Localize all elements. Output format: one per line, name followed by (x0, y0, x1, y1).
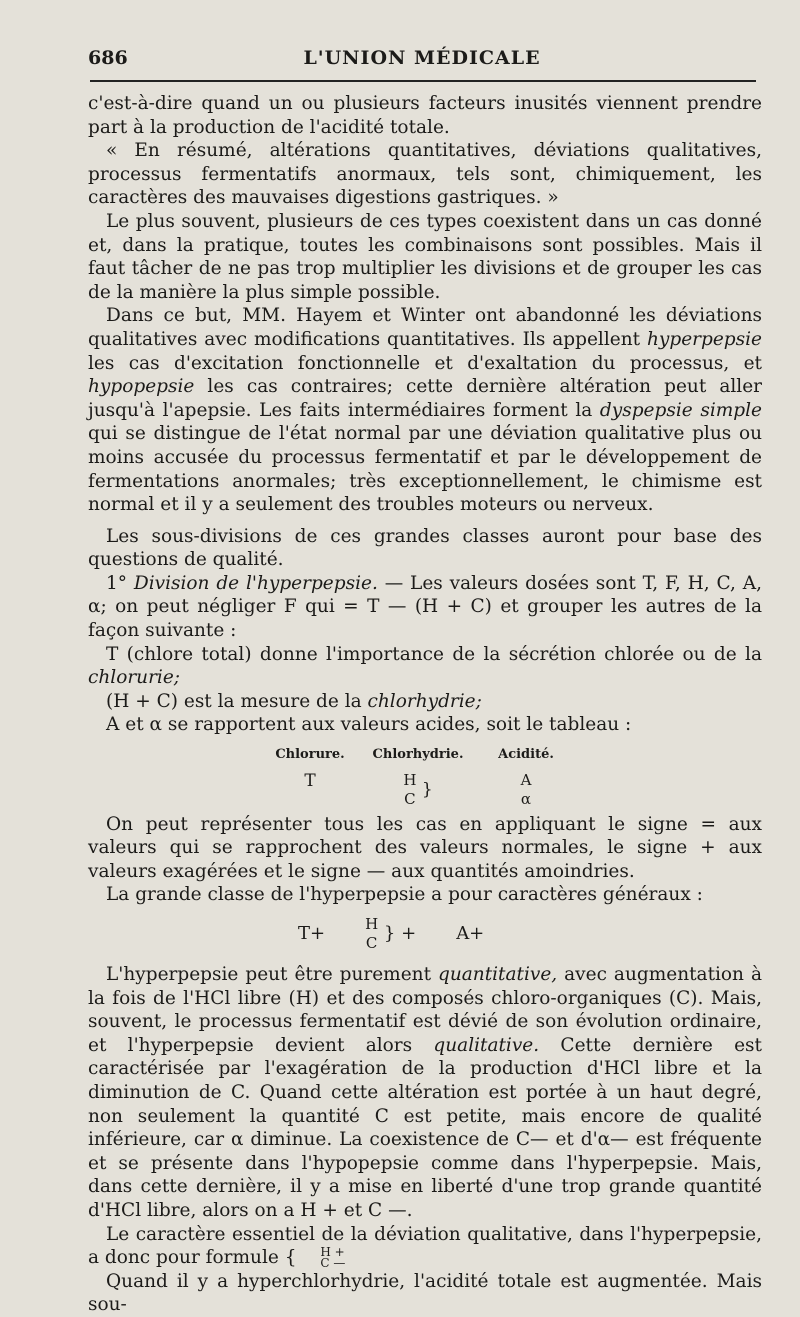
formula-term-hc: H C } + (365, 915, 417, 952)
paragraph: (H + C) est la mesure de la chlorhydrie; (106, 690, 482, 712)
paragraph: c'est-à-dire quand un ou plusieurs facteurs inusités viennent prendre part à la production de l'acidité totale. (88, 93, 762, 138)
table-column-acidite: Acidité. A α (498, 747, 554, 808)
formula-term-a: A+ (456, 923, 485, 945)
values-table (238, 743, 598, 809)
section-heading-paragraph: 1° Division de l'hyperpepsie. — Les valeurs dosées sont T, F, H, C, A, α; on peut négliger F qui = T — (H + C) et grouper les autres de la façon suivante : (88, 572, 762, 642)
paragraph: L'hyperpepsie peut être purement quantitative, avec augmentation à la fois de l'HCl libre (H) et des composés chloro-organiques (C). Mais, souvent, le processus fermentatif est dévié de son évolution ordinaire, et l'hyperpepsie devient alors qualitative. Cette dernière est caractérisée par l'exagération de la production d'HCl libre et la diminution de C. Quand cette altération est portée à un haut degré, non seulement la quantité C est petite, mais encore de qualité inférieure, car α diminue. La coexistence de C— et d'α— est fréquente et se présente dans l'hypopepsie comme dans l'hyperpepsie. Mais, dans cette dernière, il y a mise en liberté d'une trop grande quantité d'HCl libre, alors on a H + et C —. (88, 964, 762, 1221)
table-column-chlorhydrie: Chlorhydrie. H C } (372, 747, 464, 808)
article-body (88, 92, 762, 1317)
paragraph: A et α se rapportent aux valeurs acides, soit le tableau : (106, 714, 632, 736)
paragraph: Le plus souvent, plusieurs de ces types coexistent dans un cas donné et, dans la pratique, toutes les combinaisons sont possibles. Mais il faut tâcher de ne pas trop multiplier les divisions et de grouper les cas de la manière la plus simple possible. (88, 210, 762, 303)
paragraph: Les sous-divisions de ces grandes classes auront pour base des questions de qualité. (88, 525, 762, 571)
formula-qualitative: H + C — (320, 1245, 346, 1271)
paragraph: « En résumé, altérations quantitatives, déviations qualitatives, processus fermentatifs anormaux, tels sont, chimiquement, les caractères des mauvaises digestions gastriques. » (88, 140, 762, 209)
page-header (88, 42, 756, 74)
table-column-chlorure: Chlorure. T (275, 747, 345, 791)
paragraph: Quand il y a hyperchlorhydrie, l'acidité totale est augmentée. Mais sou- (88, 1270, 762, 1316)
formula-term-t: T+ (298, 923, 326, 945)
paragraph: Dans ce but, MM. Hayem et Winter ont abandonné les déviations qualitatives avec modifications quantitatives. Ils appellent hyperpepsie les cas d'excitation fonctionnelle et d'exaltation du processus, et hypopepsie les cas contraires; cette dernière altération peut aller jusqu'à l'apepsie. Les faits intermédiaires forment la dyspepsie simple qui se distingue de l'état normal par une déviation qualitative plus ou moins accusée du processus fermentatif et par le développement de fermentations anormales; très exceptionnellement, le chimisme est normal et il y a seulement des troubles moteurs ou nerveux. (88, 305, 762, 516)
paragraph: Le caractère essentiel de la déviation qualitative, dans l'hyperpepsie, a donc pour formule { H + C — (88, 1223, 762, 1271)
formula-general (298, 915, 762, 953)
page-number: 686 (88, 47, 128, 69)
paragraph: T (chlore total) donne l'importance de la sécrétion chlorée ou de la chlorurie; (88, 643, 762, 689)
paragraph: On peut représenter tous les cas en appliquant le signe = aux valeurs qui se rapprochent des valeurs normales, le signe + aux valeurs exagérées et le signe — aux quantités amoindries. (88, 813, 762, 882)
paragraph: La grande classe de l'hyperpepsie a pour caractères généraux : (106, 884, 703, 906)
journal-title: L'UNION MÉDICALE (303, 47, 541, 69)
header-rule (90, 80, 756, 82)
